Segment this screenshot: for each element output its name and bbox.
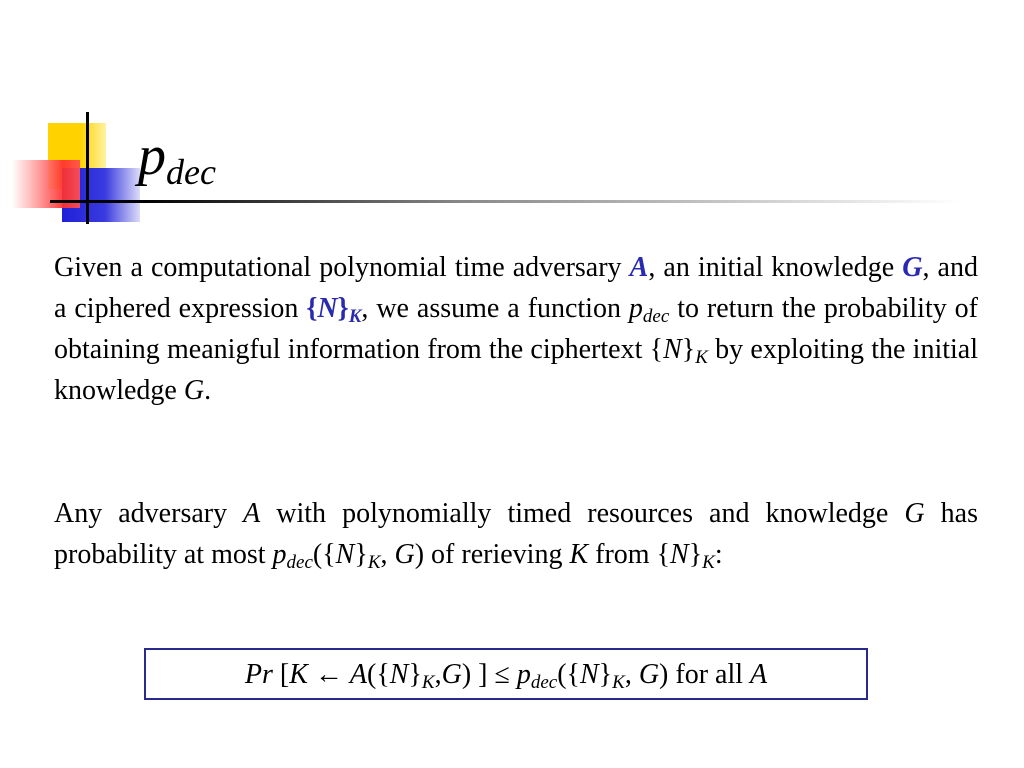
p2-K-2: K — [569, 539, 589, 570]
p1-text-5: to return the probability of obtaining meanigful information from the ciphertext — [54, 293, 978, 365]
p1-text-7: . — [204, 375, 212, 406]
p1-adversary-A: A — [629, 252, 649, 283]
p1-brace-close: } — [337, 293, 349, 324]
p1-knowledge-G: G — [902, 252, 923, 283]
p1-brace-open: { — [306, 293, 318, 324]
p2-text-4: ({ — [312, 539, 336, 570]
p2-p: p — [272, 539, 287, 570]
p2-text-9: } — [688, 539, 703, 570]
p1-p: p — [628, 293, 643, 324]
formula-A: A — [349, 659, 367, 690]
p2-N-2: N — [670, 539, 689, 570]
p2-dec-subscript: dec — [286, 552, 313, 573]
p1-text-2: , an initial knowledge — [648, 252, 903, 283]
p2-text-1: Any adversary — [54, 498, 244, 529]
formula-box — [144, 648, 868, 700]
formula-K: K — [289, 659, 308, 690]
p2-A: A — [243, 498, 261, 529]
p1-brace-open-2: { — [649, 334, 664, 365]
formula-K-subscript: K — [421, 672, 435, 693]
p2-G-2: G — [394, 539, 415, 570]
p1-N: N — [317, 293, 338, 324]
formula-dec-subscript: dec — [530, 672, 558, 693]
p2-text-5: } — [354, 539, 368, 570]
formula-text-1: [ — [272, 659, 290, 690]
formula-G: G — [441, 659, 462, 690]
p1-text-3: , and a ciphered expression — [54, 252, 978, 324]
formula-p: p — [516, 659, 531, 690]
p1-dec-subscript: dec — [642, 306, 670, 327]
slide-title — [138, 125, 216, 192]
p1-G-2: G — [183, 375, 205, 406]
formula — [146, 658, 866, 692]
formula-text-8: , — [624, 659, 639, 690]
formula-N: N — [389, 659, 409, 690]
p1-brace-close-2: } — [681, 334, 696, 365]
p1-text-1: Given a computational polynomial time adversary — [54, 252, 630, 283]
formula-text-5: ) ] ≤ — [461, 659, 517, 690]
p2-text-3: has probability at most — [54, 498, 978, 570]
p2-text-7: ) of rerieving — [414, 539, 570, 570]
p1-N-2: N — [663, 334, 682, 365]
formula-text-4: , — [434, 659, 442, 690]
p1-K-subscript-2: K — [695, 347, 708, 368]
paragraph-definition — [54, 247, 978, 411]
formula-text-7: } — [598, 659, 613, 690]
p2-K-subscript-2: K — [702, 552, 715, 573]
formula-text-3: } — [408, 659, 422, 690]
decor-vertical-line — [86, 112, 89, 224]
formula-N-2: N — [579, 659, 599, 690]
formula-text-2: ({ — [367, 659, 390, 690]
p2-text-6: , — [380, 539, 395, 570]
p2-K-subscript: K — [367, 552, 381, 573]
p2-text-8: from { — [588, 539, 671, 570]
p2-text-2: with polynomially timed resources and knowledge — [260, 498, 905, 529]
p2-G: G — [904, 498, 925, 529]
formula-K-subscript-2: K — [612, 672, 625, 693]
title-subscript: dec — [166, 152, 216, 192]
formula-A-2: A — [750, 659, 768, 690]
formula-pr: Pr — [244, 659, 273, 690]
p1-text-6: by exploiting the initial knowledge — [54, 334, 978, 406]
formula-text-9: ) for all — [659, 659, 751, 690]
formula-G-2: G — [638, 659, 660, 690]
p2-text-10: : — [714, 539, 723, 570]
left-arrow-icon: ← — [307, 659, 350, 690]
p2-N: N — [335, 539, 355, 570]
title-main: p — [138, 125, 166, 187]
p1-text-4: , we assume a function — [361, 293, 629, 324]
paragraph-bound — [54, 493, 978, 575]
p1-K-subscript: K — [348, 306, 362, 327]
formula-text-6: ({ — [557, 659, 580, 690]
title-underline — [50, 200, 962, 203]
